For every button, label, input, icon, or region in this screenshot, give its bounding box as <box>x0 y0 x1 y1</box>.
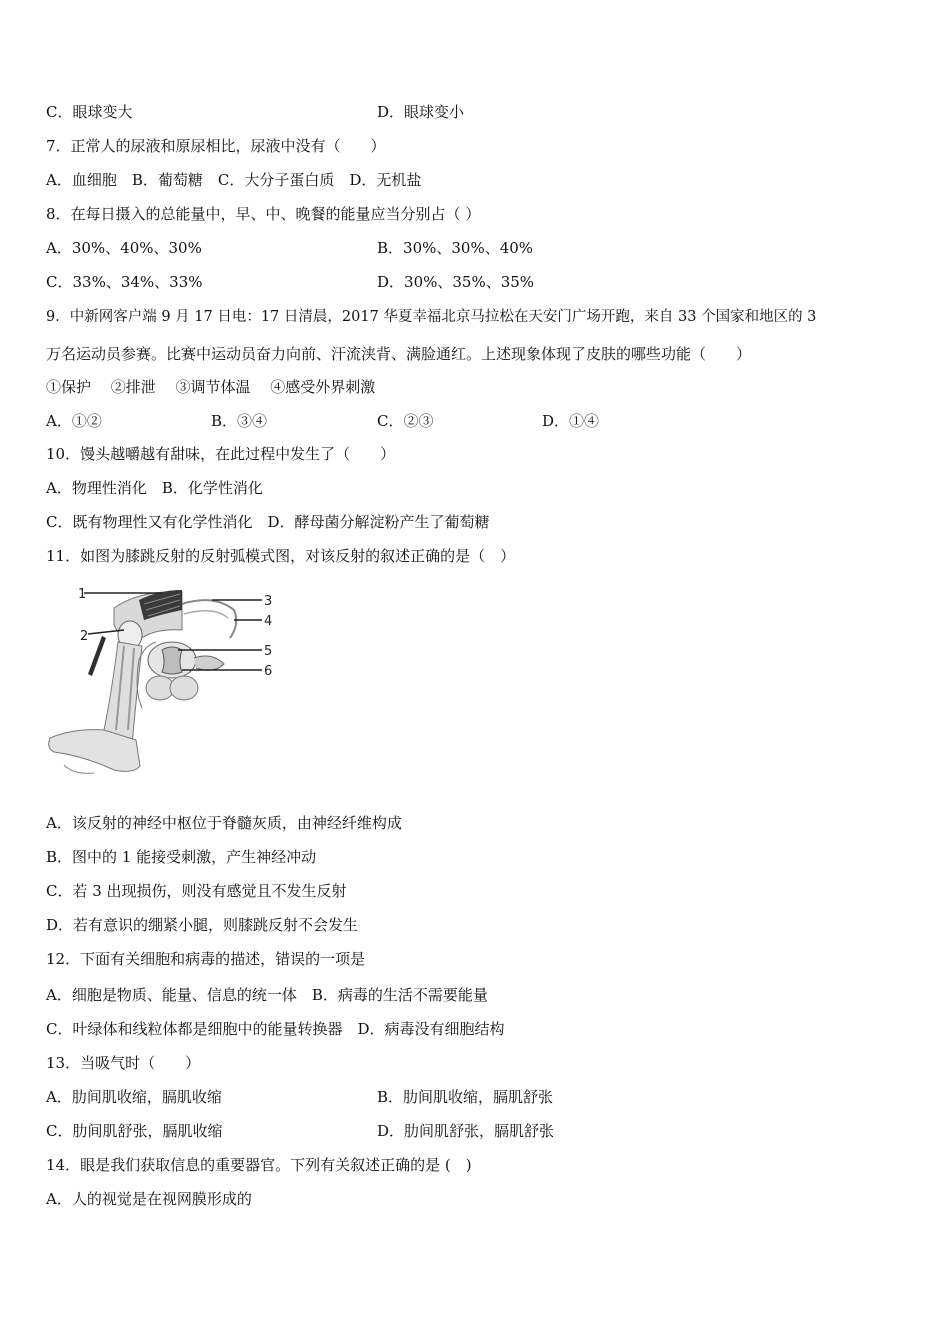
figure-label-5: 5 <box>264 644 273 659</box>
q11-stem: 11．如图为膝跳反射的反射弧模式图，对该反射的叙述正确的是（ ） <box>46 547 516 565</box>
figure-label-6: 6 <box>264 664 273 679</box>
q13-option-d: D．肋间肌舒张，膈肌舒张 <box>377 1122 555 1140</box>
q12-options-row1: A．细胞是物质、能量、信息的统一体 B．病毒的生活不需要能量 <box>46 986 488 1004</box>
q9-option-d: D．①④ <box>542 412 600 430</box>
reflex-hammer <box>88 636 106 676</box>
q11-option-c: C．若 3 出现损伤，则没有感觉且不发生反射 <box>46 882 347 900</box>
figure-label-2: 2 <box>80 629 89 644</box>
q9-stem-line1: 9．中新网客户端 9 月 17 日电：17 日清晨，2017 华夏幸福北京马拉松在天安门广场开跑，来自 33 个国家和地区的 3 <box>46 309 817 325</box>
q12-options-row2: C．叶绿体和线粒体都是细胞中的能量转换器 D．病毒没有细胞结构 <box>46 1020 505 1038</box>
q8-option-a: A．30%、40%、30% <box>46 239 202 257</box>
q13-option-a: A．肋间肌收缩，膈肌收缩 <box>46 1088 222 1106</box>
q7-stem: 7．正常人的尿液和原尿相比，尿液中没有（ ） <box>46 137 386 155</box>
dorsal-root-ganglion <box>194 656 224 670</box>
q11-option-b: B．图中的 1 能接受刺激，产生神经冲动 <box>46 848 317 866</box>
figure-label-1: 1 <box>78 587 87 602</box>
q11-option-a: A．该反射的神经中枢位于脊髓灰质，由神经纤维构成 <box>46 814 402 832</box>
knee-jerk-reflex-arc-diagram <box>44 580 279 780</box>
q13-option-b: B．肋间肌收缩，膈肌舒张 <box>377 1088 554 1106</box>
q9-option-b: B．③④ <box>211 412 268 430</box>
afferent-nerve <box>182 600 236 638</box>
q6-option-d: D．眼球变小 <box>377 103 465 121</box>
q8-option-d: D．30%、35%、35% <box>377 273 535 291</box>
q8-option-b: B．30%、30%、40% <box>377 239 534 257</box>
q6-option-c: C．眼球变大 <box>46 103 133 121</box>
q14-stem: 14．眼是我们获取信息的重要器官。下列有关叙述正确的是 ( ) <box>46 1156 472 1174</box>
gray-matter <box>162 647 182 674</box>
q9-option-a: A．①② <box>46 412 102 430</box>
q10-options-row2: C．既有物理性又有化学性消化 D．酵母菌分解淀粉产生了葡萄糖 <box>46 513 490 531</box>
figure-label-3: 3 <box>264 594 273 609</box>
q8-option-c: C．33%、34%、33% <box>46 273 203 291</box>
q9-items: ①保护 ②排泄 ③调节体温 ④感受外界刺激 <box>46 378 376 396</box>
q9-stem-line2: 万名运动员参赛。比赛中运动员奋力向前、汗流浃背、满脸通红。上述现象体现了皮肤的哪些功能（ ） <box>46 345 752 363</box>
q13-stem: 13．当吸气时（ ） <box>46 1054 201 1072</box>
q14-option-a: A．人的视觉是在视网膜形成的 <box>46 1190 252 1208</box>
q12-stem: 12．下面有关细胞和病毒的描述，错误的一项是 <box>46 950 366 968</box>
q8-stem: 8．在每日摄入的总能量中，早、中、晚餐的能量应当分别占（ ） <box>46 205 481 223</box>
efferent-nerve <box>184 611 228 618</box>
q13-option-c: C．肋间肌舒张，膈肌收缩 <box>46 1122 223 1140</box>
q7-options: A．血细胞 B．葡萄糖 C．大分子蛋白质 D．无机盐 <box>46 171 422 189</box>
q11-option-d: D．若有意识的绷紧小腿，则膝跳反射不会发生 <box>46 916 359 934</box>
q10-options-row1: A．物理性消化 B．化学性消化 <box>46 479 263 497</box>
q10-stem: 10．馒头越嚼越有甜味，在此过程中发生了（ ） <box>46 445 396 463</box>
q9-option-c: C．②③ <box>377 412 434 430</box>
figure-label-4: 4 <box>264 614 273 629</box>
